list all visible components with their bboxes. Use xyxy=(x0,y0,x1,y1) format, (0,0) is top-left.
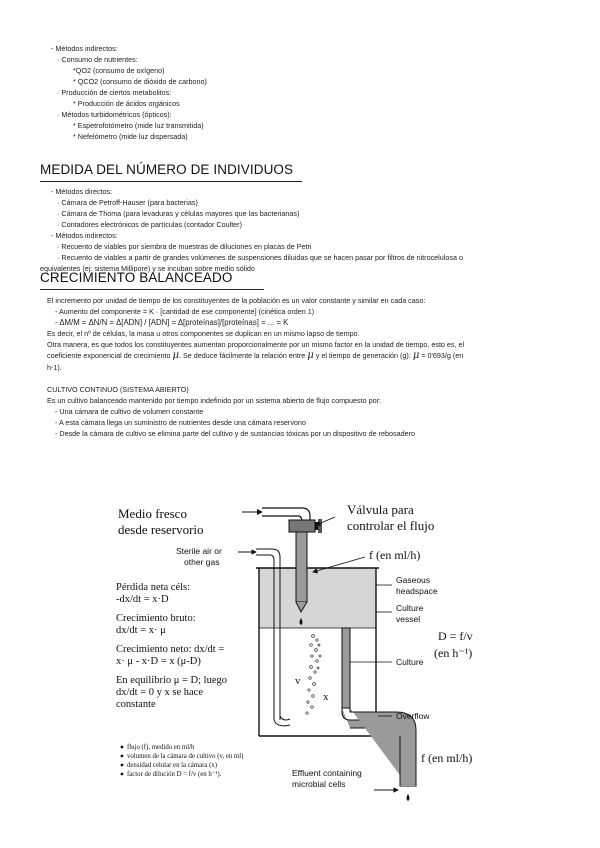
legend-item: densidad celular en la cámara (x) xyxy=(127,762,218,769)
loss-eq: -dx/dt = x·D xyxy=(116,594,169,605)
legend-item: factor de dilución D = f/v (en h⁻¹). xyxy=(127,771,222,778)
overflow-label: Overflow xyxy=(396,711,430,721)
net-label: Crecimiento neto: dx/dt = xyxy=(116,644,225,655)
intro-line: · Métodos turbidométricos (ópticos): xyxy=(57,110,172,119)
body-line: equivalentes (ej: sistema Millipore) y se incuban sobre medio sólido xyxy=(40,264,255,273)
body-line: - Desde la cámara de cultivo se elimina parte del cultivo y de sustancias tóxicas por un dispositivo de rebosadero xyxy=(55,429,415,438)
gas-label: headspace xyxy=(396,586,438,596)
legend-item: flujo (f), medido en ml/h xyxy=(127,744,195,751)
net-eq: x· μ - x·D = x (μ-D) xyxy=(116,656,201,667)
dilution-unit: (en h⁻¹) xyxy=(434,646,473,660)
body-line: Es decir, el nº de células, la masa u otros componentes se duplican en un mismo lapso de tiempo. xyxy=(47,329,360,338)
mu-text-d: = 0'693/g (en xyxy=(421,351,464,360)
intro-line: * QCO2 (consumo de dióxido de carbono) xyxy=(73,77,207,86)
culture-label: Culture xyxy=(396,657,424,667)
mu-text-c: y el tiempo de generación (g): xyxy=(315,351,411,360)
equilibrium-text: constante xyxy=(116,699,156,710)
intro-line: *QO2 (consumo de oxígeno) xyxy=(73,66,165,75)
sterile-label: Sterile air or xyxy=(176,546,222,556)
effluent-label: Effluent containing xyxy=(292,768,362,778)
figure-legend xyxy=(121,744,244,778)
mu-symbol: μ xyxy=(307,350,314,361)
legend-item: volumen de la cámara de cultivo (v, en ml) xyxy=(127,753,244,760)
body-line: · Contadores electrónicos de partículas (contador Coulter) xyxy=(57,220,242,229)
gross-eq: dx/dt = x· μ xyxy=(116,625,166,636)
gross-label: Crecimiento bruto: xyxy=(116,613,196,624)
intro-line: * Producción de ácidos orgánicos xyxy=(73,99,180,108)
body-line: - Métodos directos: xyxy=(51,187,113,196)
body-line: Otra manera, es que todos los constituyentes aumentan proporcionalmente por un mismo factor en la unidad de tiempo, esto es, el xyxy=(47,340,465,349)
body-line: - A esta cámara llega un suministro de nutrientes desde una cámara reservorio xyxy=(55,418,306,427)
body-line: · Recuento de viables por siembra de muestras de diluciones en placas de Petri xyxy=(57,242,312,251)
body-line: · Recuento de viables a partir de grandes volúmenes de suspensiones diluidas que se hacen pasar por filtros de nitrocelulosa o xyxy=(57,253,463,262)
loss-label: Pérdida neta céls: xyxy=(116,582,191,593)
medium-label: Medio fresco xyxy=(118,506,187,521)
vessel-label: Culture xyxy=(396,603,424,613)
body-line: Es un cultivo balanceado mantenido por tiempo indefinido por un sistema abierto de flujo compuesto por: xyxy=(47,396,382,405)
intro-line: * Nefelómetro (mide luz dispersada) xyxy=(73,132,188,141)
section-heading-crecimiento: CRECIMIENTO BALANCEADO xyxy=(40,270,233,285)
equilibrium-text: En equilibrio μ = D; luego xyxy=(116,675,227,686)
density-symbol: x xyxy=(323,691,329,703)
section-heading-medida: MEDIDA DEL NÚMERO DE INDIVIDUOS xyxy=(40,162,294,177)
valve-label: Válvula para xyxy=(347,502,414,517)
body-line: · Cámara de Thoma (para levaduras y células mayores que las bacterianas) xyxy=(57,209,300,218)
flow-bottom-label: f (en ml/h) xyxy=(421,751,473,765)
dilution-eq: D = f/v xyxy=(438,629,473,643)
body-line: h-1). xyxy=(47,363,62,372)
mu-text-b: . Se deduce fácilmente la relación entre xyxy=(178,351,306,360)
mu-symbol: μ xyxy=(412,350,420,361)
effluent-label: microbial cells xyxy=(292,779,346,789)
intro-line: * Espetrofotómetro (mide luz transmitida) xyxy=(73,121,204,130)
subsection-title: CULTIVO CONTINUO (SISTEMA ABIERTO) xyxy=(47,385,189,394)
equation-line: - ΔM/M = ΔN/N = Δ[ADN] / [ADN] = Δ[proteínas]/[proteínas] = ... = K xyxy=(55,318,289,327)
body-line: - Métodos indirectos: xyxy=(51,231,118,240)
gas-label: Gaseous xyxy=(396,575,431,585)
mu-symbol: μ xyxy=(172,350,179,361)
intro-line: · Consumo de nutrientes: xyxy=(57,55,138,64)
intro-line: · Producción de ciertos metabolitos: xyxy=(57,88,172,97)
flow-top-label: f (en ml/h) xyxy=(369,548,421,562)
volume-symbol: v xyxy=(295,675,301,687)
body-line: - Aumento del componente = K · [cantidad de ese componente] (cinética orden 1) xyxy=(55,307,315,316)
sterile-label: other gas xyxy=(184,557,220,567)
valve-label: controlar el flujo xyxy=(347,518,435,533)
body-line: · Cámara de Petroff-Hauser (para bacterias) xyxy=(57,198,198,207)
mu-text-a: coeficiente exponencial de crecimiento xyxy=(47,351,171,360)
intro-line: - Métodos indirectos: xyxy=(51,44,118,53)
body-line: El incremento por unidad de tiempo de los constituyentes de la población es un valor constante y similar en cada caso: xyxy=(47,296,426,305)
vessel-label: vessel xyxy=(396,614,421,624)
body-line: - Una cámara de cultivo de volumen constante xyxy=(55,407,204,416)
medium-label: desde reservorio xyxy=(118,522,204,537)
equilibrium-text: dx/dt = 0 y x se hace xyxy=(116,687,203,698)
